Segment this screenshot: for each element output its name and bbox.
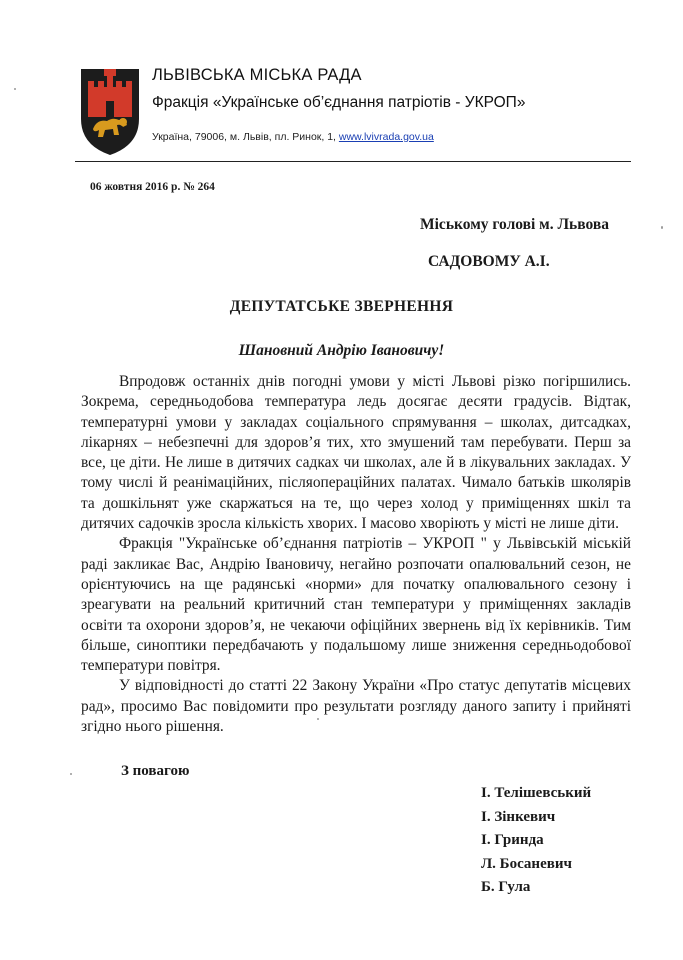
paragraph: Фракція "Українське об’єднання патріотів – УКРОП " у Львівській міській раді закликає Вас, Андрію Івановичу, негайно розпочати опалювальний сезон, не орієнтуючись на ще радянські «норми» для початку опалювального сезону і зреагувати на реальний критичний стан температури у приміщеннях закладів освіти та охорони здоров’я, не чекаючи офіційних звернень від їх керівників. Тим більше, синоптики передбачають у подальшому лише зниження середньодобової температури повітря. [81,535,631,675]
letterhead-divider [75,161,631,162]
signatories-list [481,782,591,900]
document-title: ДЕПУТАТСЬКЕ ЗВЕРНЕННЯ [229,298,454,315]
signatory: Б. Гула [481,879,531,895]
signatory: І. Гринда [481,832,544,848]
greeting: Шановний Андрію Івановичу! [238,342,445,359]
faction-name: Фракція «Українське об’єднання патріотів - УКРОП» [152,94,526,111]
council-address [152,131,434,143]
addressee-name: САДОВОМУ А.І. [428,253,550,270]
website-link[interactable]: www.lvivrada.gov.ua [338,131,434,143]
addressee-position: Міському голові м. Львова [420,216,609,233]
signatory: Л. Босаневич [481,855,572,872]
scan-speck [661,226,663,229]
council-name: ЛЬВІВСЬКА МІСЬКА РАДА [152,66,362,84]
letter-body [81,372,631,737]
paragraph: У відповідності до статті 22 Закону України «Про статус депутатів місцевих рад», просимо Вас повідомити про результати розгляду даного запиту і прийняті згідно нього рішення. [81,677,631,736]
date-and-number: 06 жовтня 2016 р. № 264 [90,181,215,193]
address-text: Україна, 79006, м. Львів, пл. Ринок, 1, [152,131,339,143]
lviv-coat-of-arms-icon [79,67,141,157]
signatory: І. Телішевський [481,785,592,801]
signatory: І. Зінкевич [481,808,556,825]
paragraph: Впродовж останніх днів погодні умови у місті Львові різко погіршились. Зокрема, середньодобова температура ледь досягає десяти градусів. Відтак, температурні умови у закладах соціального спрямування – школах, дитсадках, лікарнях – небезпечні для здоров’я тих, хто змушений там перебувати. Перш за все, це діти. Не лише в дитячих садках чи школах, але й в лікувальних закладах. У тому числі й реанімаційних, післяопераційних палатах. Чимало батьків школярів та дошкільнят уже скаржаться на те, що через холод у приміщеннях шкіл та дитячих садочків зросла кількість хворих. І масово хворіють у місті не лише діти. [81,373,631,533]
closing-regards: З повагою [121,763,190,779]
scan-speck [14,88,16,90]
scan-speck [317,718,319,720]
scan-speck [70,773,72,775]
